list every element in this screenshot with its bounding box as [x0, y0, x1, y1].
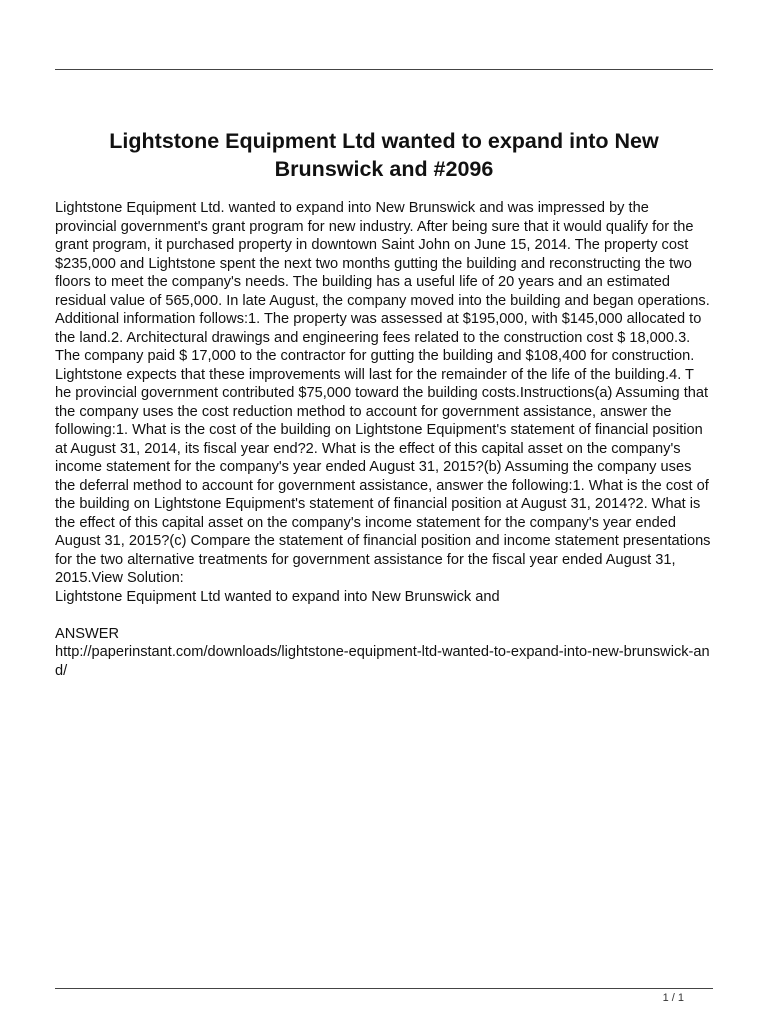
- question-paragraph: Lightstone Equipment Ltd. wanted to expand into New Brunswick and was impressed by the provincial government's grant program for new industry. After being sure that it would qualify for the grant program, it purchased property in downtown Saint John on June 15, 2014. The property cost $235,000 and Lightstone spent the next two months gutting the building and reconstructing the two floors to meet the company's needs. The building has a useful life of 20 years and an estimated residual value of 565,000. In late August, the company moved into the building and began operations. Additional information follows:1. The property was assessed at $195,000, with $145,000 allocated to the land.2. Architectural drawings and engineering fees related to the construction cost $ 18,000.3. The company paid $ 17,000 to the contractor for gutting the building and $108,400 for construction. Lightstone expects that these improvements will last for the remainder of the life of the building.4. T he provincial government contributed $75,000 toward the building costs.Instructions(a) Assuming that the company uses the cost reduction method to account for government assistance, answer the following:1. What is the cost of the building on Lightstone Equipment's statement of financial position at August 31, 2014, its fiscal year end?2. What is the effect of this capital asset on the company's income statement for the company's year ended August 31, 2015?(b) Assuming the company uses the deferral method to account for government assistance, answer the following:1. What is the cost of the building on Lightstone Equipment's statement of financial position at August 31, 2014?2. What is the effect of this capital asset on the company's income statement for the company's year ended August 31, 2015?(c) Compare the statement of financial position and income statement presentations for the two alternative treatments for government assistance for the fiscal year ended August 31, 2015.View Solution:: [55, 200, 711, 586]
- document-body: [55, 199, 713, 680]
- document-title: Lightstone Equipment Ltd wanted to expand into New Brunswick and #2096: [109, 129, 659, 181]
- paragraph-gap: [55, 606, 713, 625]
- header-rule: [55, 69, 713, 70]
- page-number: 1 / 1: [662, 992, 684, 1004]
- repeated-title-line: Lightstone Equipment Ltd wanted to expand into New Brunswick and: [55, 588, 500, 605]
- answer-url: http://paperinstant.com/downloads/lightstone-equipment-ltd-wanted-to-expand-into-new-brunswick-and/: [55, 644, 710, 679]
- answer-label: ANSWER: [55, 625, 120, 642]
- footer-rule: [55, 988, 713, 989]
